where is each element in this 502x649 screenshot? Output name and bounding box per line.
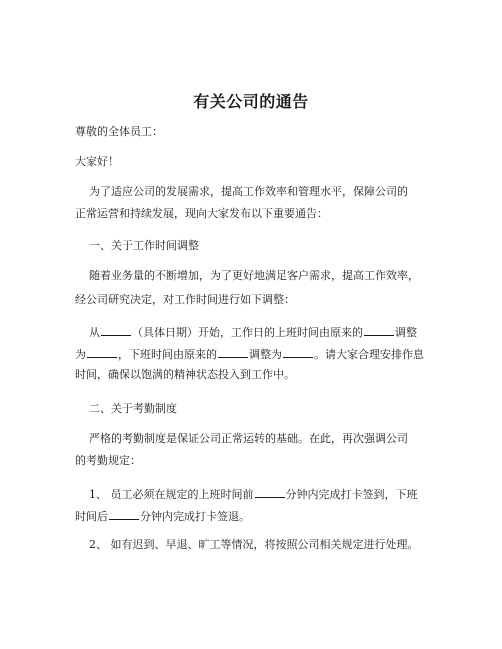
fill-blank	[364, 323, 394, 336]
rule-item-1-line-2	[75, 507, 250, 524]
section-1-detail-line-2	[75, 345, 424, 362]
greeting: 大家好！	[75, 155, 119, 168]
document-title: 有关公司的通告	[193, 92, 309, 111]
section-1-detail-line-1	[89, 323, 417, 340]
fill-blank	[255, 485, 285, 498]
rule-text: 时间后	[75, 510, 108, 523]
detail-text: 从	[89, 326, 100, 339]
rule-item-2: 2、 如有迟到、早退、旷工等情况，将按照公司相关规定进行处理。	[89, 538, 419, 551]
intro-line-1: 为了适应公司的发展需求，提高工作效率和管理水平，保障公司的	[89, 185, 408, 198]
detail-text: ，下班时间由原来的	[118, 348, 217, 361]
detail-text: 为	[75, 348, 86, 361]
intro-line-2: 正常运营和持续发展，现向大家发布以下重要通告：	[75, 207, 328, 220]
rule-item-1-line-1	[89, 485, 418, 502]
fill-blank	[283, 345, 313, 358]
detail-text: 。请大家合理安排作息	[314, 348, 424, 361]
detail-text: （具体日期）开始，工作日的上班时间由原来的	[132, 326, 363, 339]
salutation: 尊敬的全体员工：	[75, 125, 163, 138]
detail-text: 调整	[395, 326, 417, 339]
section-1-heading: 一、关于工作时间调整	[89, 239, 199, 252]
section-2-heading: 二、关于考勤制度	[89, 402, 177, 415]
rule-text: 分钟内完成打卡签退。	[140, 510, 250, 523]
section-2-para-line-2: 的考勤规定：	[75, 454, 141, 467]
rule-text: 1、 员工必须在规定的上班时间前	[89, 488, 254, 501]
fill-blank	[101, 323, 131, 336]
section-1-detail-line-3: 时间，确保以饱满的精神状态投入到工作中。	[75, 368, 295, 381]
section-1-para-line-1: 随着业务量的不断增加，为了更好地满足客户需求，提高工作效率，	[89, 269, 419, 282]
detail-text: 调整为	[249, 348, 282, 361]
fill-blank	[218, 345, 248, 358]
fill-blank	[87, 345, 117, 358]
rule-text: 分钟内完成打卡签到，下班	[285, 488, 418, 501]
fill-blank	[109, 507, 139, 520]
section-1-para-line-2: 经公司研究决定，对工作时间进行如下调整：	[75, 293, 295, 306]
section-2-para-line-1: 严格的考勤制度是保证公司正常运转的基础。在此，再次强调公司	[89, 432, 408, 445]
